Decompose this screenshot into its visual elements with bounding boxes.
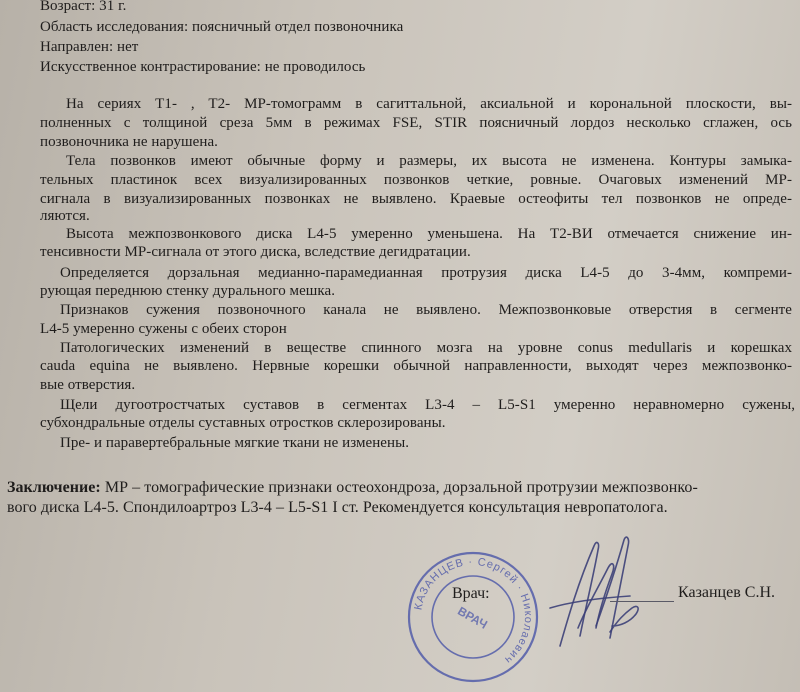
finding-line-15: cauda equina не выявлено. Нервные корешки обычной направленности, выходят через межпозвонко- [40, 358, 792, 374]
conclusion-line-1 [7, 479, 796, 497]
patient-age: Возраст: 31 г. [40, 0, 127, 14]
finding-line-7: ляются. [40, 208, 90, 224]
finding-line-2: полненных с толщиной среза 5мм в режимах FSE, STIR поясничный лордоз несколько сглажен, ось [40, 115, 792, 131]
finding-line-10: Определяется дорзальная медианно-парамедианная протрузия диска L4-5 до 3-4мм, компреми- [60, 265, 792, 281]
finding-line-3: позвоночника не нарушена. [40, 134, 218, 150]
stamp-inner-text: ВРАЧ [455, 603, 490, 632]
doctor-signature [520, 528, 690, 658]
finding-line-9: тенсивности МР-сигнала от этого диска, вследствие дегидратации. [40, 244, 471, 260]
finding-line-1: На сериях T1- , T2- МР-томограмм в сагиттальной, аксиальной и корональной плоскости, вы- [66, 96, 792, 112]
doctor-name: Казанцев С.Н. [678, 584, 775, 601]
signature-line [610, 601, 674, 602]
finding-line-6: сигнала в визуализированных позвонках не выявлено. Краевые остеофиты тел позвонков не опреде- [40, 191, 792, 207]
finding-line-11: рующая переднюю стенку дурального мешка. [40, 283, 336, 299]
conclusion-label: Заключение: [7, 479, 101, 496]
doctor-label: Врач: [452, 585, 490, 602]
finding-line-12: Признаков сужения позвоночного канала не выявлено. Межпозвонковые отверстия в сегменте [60, 302, 792, 318]
finding-line-18: субхондральные отделы суставных отростков склерозированы. [40, 415, 446, 431]
conclusion-text-1: МР – томографические признаки остеохондроза, дорзальной протрузии межпозвонко- [100, 479, 698, 496]
finding-line-19: Пре- и паравертебральные мягкие ткани не изменены. [60, 435, 409, 451]
finding-line-5: тельных пластинок всех визуализированных позвонков четкие, ровные. Очаговых изменений МР- [40, 172, 792, 188]
study-region: Область исследования: поясничный отдел позвоночника [40, 19, 404, 35]
finding-line-4: Тела позвонков имеют обычные форму и размеры, их высота не изменена. Контуры замыка- [66, 153, 792, 169]
finding-line-17: Щели дугоотростчатых суставов в сегментах L3-4 – L5-S1 умеренно неравномерно сужены, [60, 397, 795, 413]
referral-status: Направлен: нет [40, 39, 139, 55]
finding-line-13: L4-5 умеренно сужены с обеих сторон [40, 321, 287, 337]
conclusion-line-2: вого диска L4-5. Спондилоартроз L3-4 – L5-S1 I ст. Рекомендуется консультация невропатолога. [7, 499, 668, 516]
finding-line-14: Патологических изменений в веществе спинного мозга на уровне conus medullaris и корешках [60, 340, 792, 356]
stamp-outer-path: КАЗАНЦЕВ · Сергей · Николаевич [412, 555, 535, 667]
contrast-status: Искусственное контрастирование: не проводилось [40, 59, 366, 75]
finding-line-8: Высота межпозвонкового диска L4-5 умеренно уменьшена. На T2-ВИ отмечается снижение ин- [66, 226, 792, 242]
finding-line-16: вые отверстия. [40, 377, 136, 393]
